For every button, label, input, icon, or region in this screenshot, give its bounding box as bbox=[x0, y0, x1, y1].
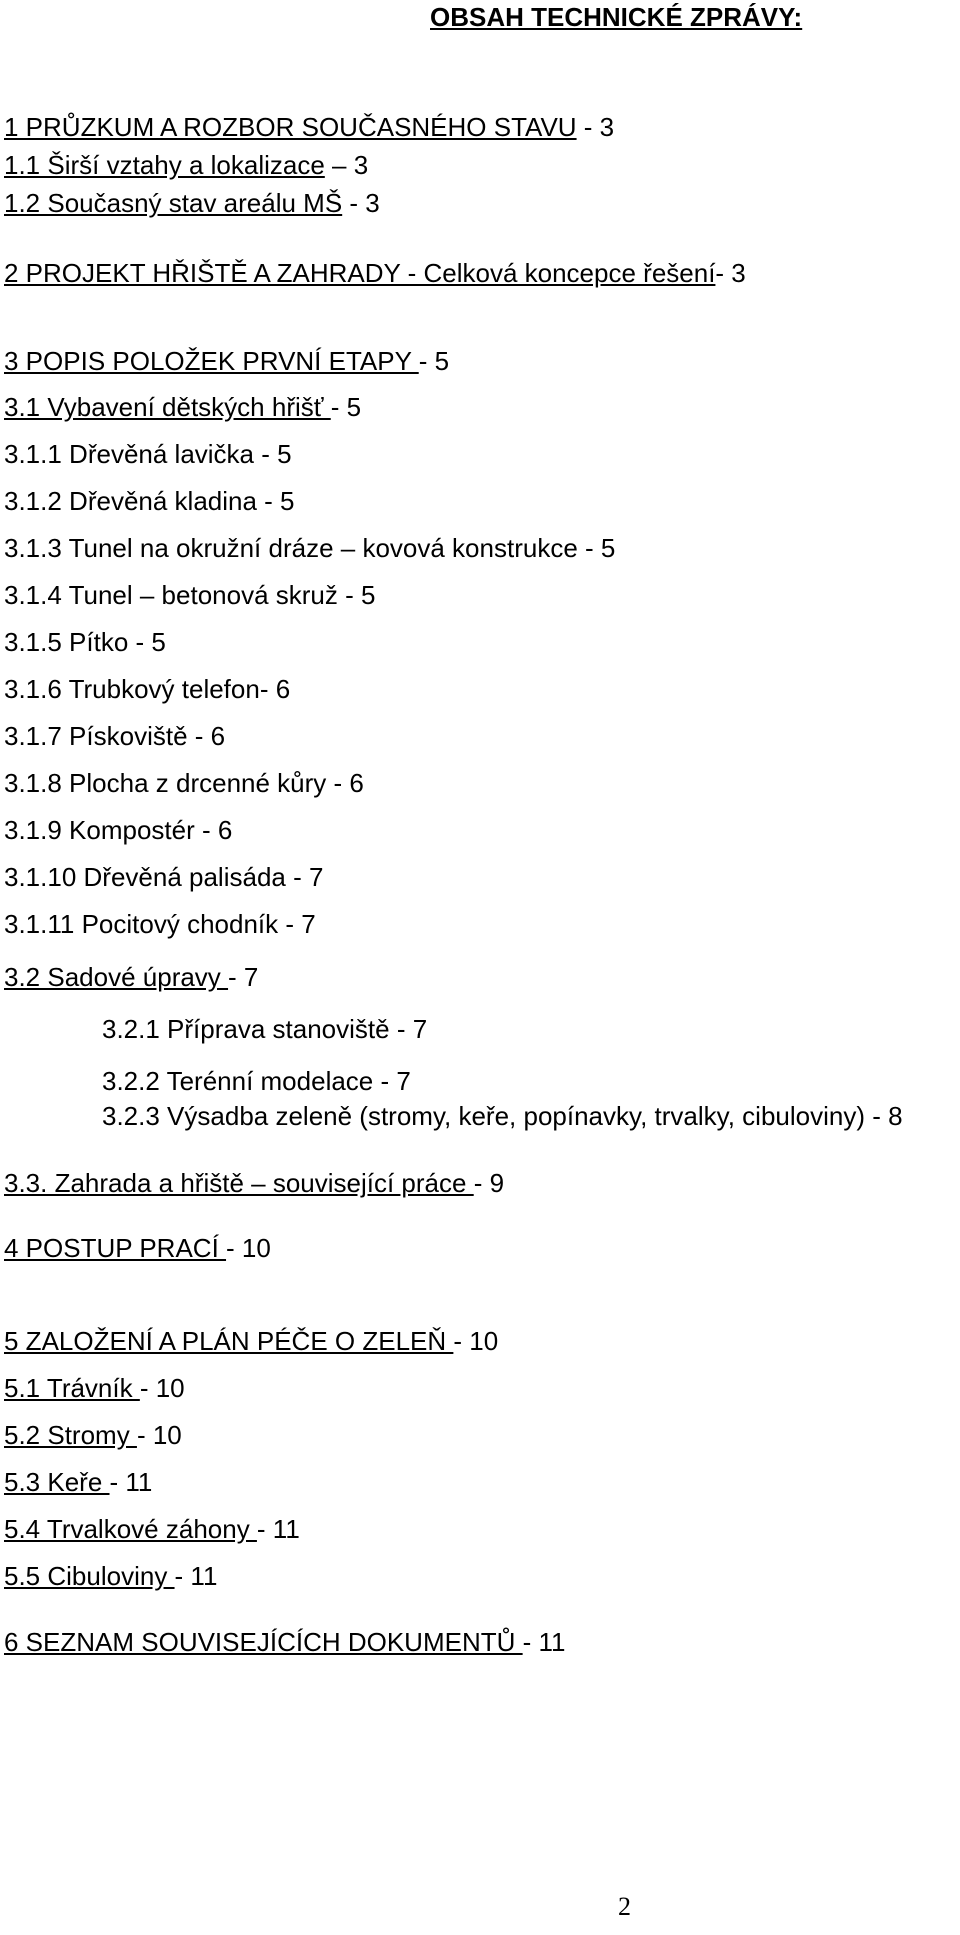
toc-entry-3-1-5 bbox=[4, 627, 166, 657]
toc-link[interactable]: 4 POSTUP PRACÍ bbox=[4, 1233, 227, 1263]
toc-text: 3.2.3 Výsadba zeleně (stromy, keře, popínavky, trvalky, cibuloviny) - 8 bbox=[102, 1101, 903, 1131]
toc-link[interactable]: 5.3 Keře bbox=[4, 1467, 110, 1497]
toc-text: 3.1.11 Pocitový chodník - 7 bbox=[4, 909, 316, 939]
toc-page-ref: - 10 bbox=[136, 1420, 182, 1450]
toc-link[interactable]: 1.2 Současný stav areálu MŠ bbox=[4, 188, 343, 218]
toc-link[interactable]: 5.5 Cibuloviny bbox=[4, 1561, 175, 1591]
toc-page-ref: - 5 bbox=[418, 346, 450, 376]
toc-page-ref: - 3 bbox=[342, 188, 380, 218]
toc-text: 3.1.2 Dřevěná kladina - 5 bbox=[4, 486, 295, 516]
toc-entry-3-1-1 bbox=[4, 439, 292, 469]
toc-entry-5-4[interactable] bbox=[4, 1514, 300, 1544]
toc-link[interactable]: 5.1 Trávník bbox=[4, 1373, 140, 1403]
toc-page-ref: - 10 bbox=[139, 1373, 185, 1403]
toc-text: 3.1.8 Plocha z drcenné kůry - 6 bbox=[4, 768, 364, 798]
toc-entry-3-3[interactable] bbox=[4, 1168, 504, 1198]
toc-text: 3.2.1 Příprava stanoviště - 7 bbox=[102, 1014, 428, 1044]
toc-link[interactable]: 3.1 Vybavení dětských hřišť bbox=[4, 392, 331, 422]
toc-link[interactable]: 2 PROJEKT HŘIŠTĚ A ZAHRADY - Celková koncepce řešení bbox=[4, 258, 716, 288]
page-number: 2 bbox=[618, 1892, 631, 1921]
toc-page-ref: - 11 bbox=[174, 1561, 218, 1591]
toc-link[interactable]: 3 POPIS POLOŽEK PRVNÍ ETAPY bbox=[4, 346, 419, 376]
toc-entry-5-3[interactable] bbox=[4, 1467, 152, 1497]
toc-entry-3-2[interactable] bbox=[4, 962, 258, 992]
toc-entry-3-1-8 bbox=[4, 768, 364, 798]
toc-page-ref: - 11 bbox=[256, 1514, 300, 1544]
toc-link[interactable]: 6 SEZNAM SOUVISEJÍCÍCH DOKUMENTŮ bbox=[4, 1627, 523, 1657]
toc-entry-3-2-2 bbox=[102, 1066, 411, 1096]
toc-entry-2[interactable] bbox=[4, 258, 746, 288]
toc-entry-4[interactable] bbox=[4, 1233, 271, 1263]
toc-text: 3.1.3 Tunel na okružní dráze – kovová konstrukce - 5 bbox=[4, 533, 616, 563]
toc-entry-3-1[interactable] bbox=[4, 392, 361, 422]
toc-entry-1-2[interactable] bbox=[4, 188, 380, 218]
toc-text: 3.1.4 Tunel – betonová skruž - 5 bbox=[4, 580, 376, 610]
toc-entry-3-1-4 bbox=[4, 580, 375, 610]
toc-entry-3-1-3 bbox=[4, 533, 615, 563]
toc-link[interactable]: 3.3. Zahrada a hřiště – související práce bbox=[4, 1168, 474, 1198]
toc-page-ref: – 3 bbox=[324, 150, 369, 180]
toc-link[interactable]: 1.1 Širší vztahy a lokalizace bbox=[4, 150, 325, 180]
toc-entry-3-2-1 bbox=[102, 1014, 427, 1044]
toc-link[interactable]: 5.2 Stromy bbox=[4, 1420, 137, 1450]
toc-entry-5[interactable] bbox=[4, 1326, 498, 1356]
toc-page-ref: - 7 bbox=[228, 962, 259, 992]
toc-entry-3-1-9 bbox=[4, 815, 232, 845]
toc-entry-6[interactable] bbox=[4, 1627, 566, 1657]
toc-text: 3.1.10 Dřevěná palisáda - 7 bbox=[4, 862, 324, 892]
toc-page-ref: - 10 bbox=[226, 1233, 271, 1263]
toc-entry-1[interactable] bbox=[4, 112, 614, 142]
toc-entry-5-1[interactable] bbox=[4, 1373, 185, 1403]
toc-link[interactable]: 5 ZALOŽENÍ A PLÁN PÉČE O ZELEŇ bbox=[4, 1326, 454, 1356]
toc-link[interactable]: 3.2 Sadové úpravy bbox=[4, 962, 229, 992]
toc-link[interactable]: 1 PRŮZKUM A ROZBOR SOUČASNÉHO STAVU bbox=[4, 112, 577, 142]
toc-text: 3.1.6 Trubkový telefon- 6 bbox=[4, 674, 291, 704]
toc-page-ref: - 5 bbox=[330, 392, 362, 422]
toc-text: 3.1.5 Pítko - 5 bbox=[4, 627, 166, 657]
toc-entry-3-1-6 bbox=[4, 674, 290, 704]
toc-entry-3-1-11 bbox=[4, 909, 316, 939]
toc-page-ref: - 11 bbox=[522, 1627, 566, 1657]
toc-page-ref: - 11 bbox=[109, 1467, 153, 1497]
document-title: OBSAH TECHNICKÉ ZPRÁVY: bbox=[430, 2, 803, 32]
toc-page-ref: - 3 bbox=[715, 258, 746, 288]
toc-entry-3-1-7 bbox=[4, 721, 225, 751]
toc-text: 3.1.7 Pískoviště - 6 bbox=[4, 721, 226, 751]
toc-text: 3.1.1 Dřevěná lavička - 5 bbox=[4, 439, 292, 469]
toc-text: 3.2.2 Terénní modelace - 7 bbox=[102, 1066, 411, 1096]
toc-text: 3.1.9 Kompostér - 6 bbox=[4, 815, 233, 845]
toc-entry-5-2[interactable] bbox=[4, 1420, 182, 1450]
toc-page-ref: - 9 bbox=[473, 1168, 505, 1198]
toc-entry-3-1-10 bbox=[4, 862, 323, 892]
toc-entry-3-2-3 bbox=[102, 1101, 903, 1131]
toc-page-ref: - 10 bbox=[453, 1326, 499, 1356]
toc-page-ref: - 3 bbox=[576, 112, 615, 142]
toc-entry-3[interactable] bbox=[4, 346, 449, 376]
toc-entry-5-5[interactable] bbox=[4, 1561, 217, 1591]
toc-entry-1-1[interactable] bbox=[4, 150, 368, 180]
toc-link[interactable]: 5.4 Trvalkové záhony bbox=[4, 1514, 257, 1544]
toc-entry-3-1-2 bbox=[4, 486, 295, 516]
